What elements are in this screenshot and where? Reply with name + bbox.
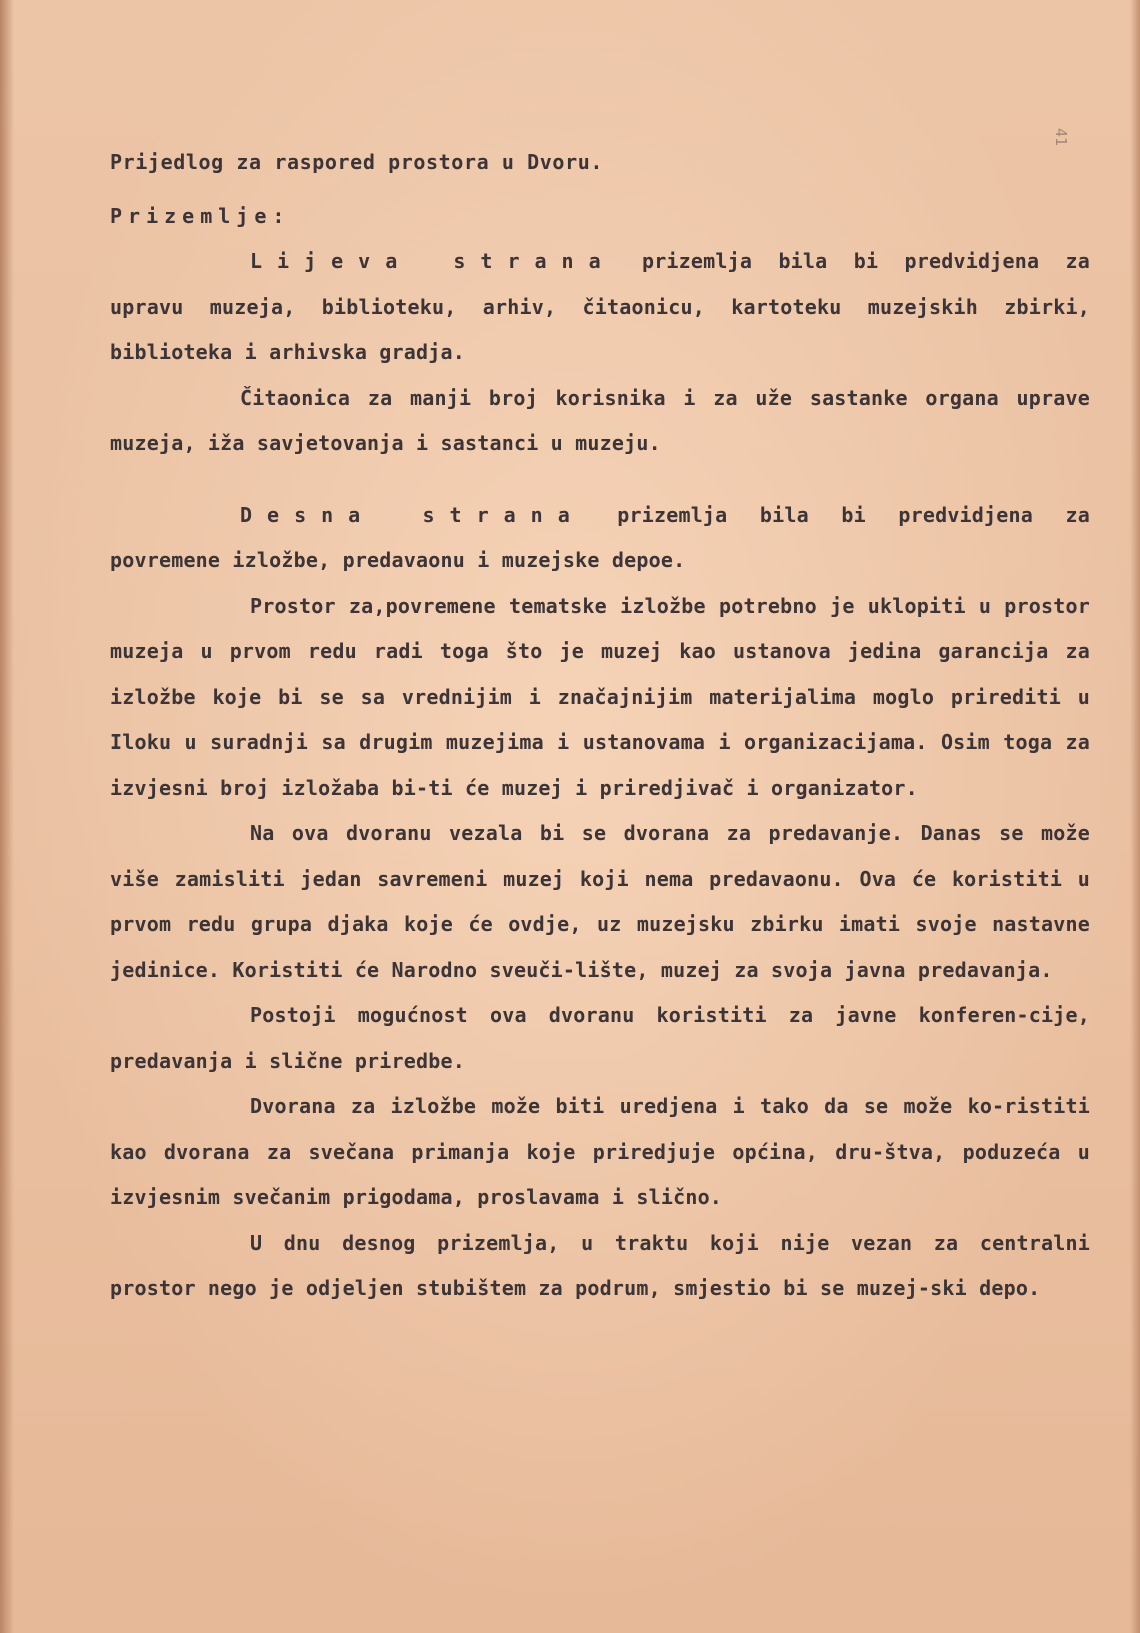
paragraph-conferences: Postoji mogućnost ova dvoranu koristiti za javne konferen-cije, predavanja i slične priredbe. [110,1003,1090,1073]
left-side-label: Lijeva strana [250,249,616,273]
document-title: Prijedlog za raspored prostora u Dvoru. [110,150,603,174]
paragraph-left-side [110,239,1090,376]
paragraph-lecture-hall: Na ova dvoranu vezala bi se dvorana za predavanje. Danas se može više zamisliti jedan savremeni muzej koji nema predavaonu. Ova će koristiti u prvom redu grupa djaka koje će ovdje, uz muzejsku zbirku imati svoje nastavne jedinice. Koristiti će Narodno sveuči-lište, muzej za svoja javna predavanja. [110,821,1090,982]
section-heading: Prizemlje: [110,203,291,228]
right-side-label: Desna strana [240,502,585,527]
paragraph-museum-depot: U dnu desnog prizemlja, u traktu koji nije vezan za centralni prostor nego je odjeljen stubištem za podrum, smjestio bi se muzej-ski depo. [110,1230,1090,1300]
paragraph-temporary-exhibitions: Prostor za,povremene tematske izložbe potrebno je uklopiti u prostor muzeja u prvom redu radi toga što je muzej kao ustanova jedina garancija za izložbe koje bi se sa vrednijim i značajnijim materijalima moglo prirediti u Iloku u suradnji sa drugim muzejima i ustanovama i organizacijama. Osim toga za izvjesni broj izložaba bi-ti će muzej i priredjivač i organizator. [110,593,1090,800]
paragraph-reading-room: Čitaonica za manji broj korisnika i za uže sastanke organa uprave muzeja, iža savjetovanja i sastanci u muzeju. [110,385,1090,455]
paragraph-right-side [110,493,1090,584]
left-side-text: prizemlja bila bi predvidjena za upravu muzeja, biblioteku, arhiv, čitaonicu, kartoteku muzejskih zbirki, biblioteka i arhivska gradja. [110,249,1090,364]
document-body [110,140,1090,1312]
paragraph-ceremonial-hall: Dvorana za izložbe može biti uredjena i tako da se može ko-ristiti kao dvorana za svečana primanja koje priredjuje općina, dru-štva, poduzeća u izvjesnim svečanim prigodama, proslavama i slično. [110,1094,1090,1209]
right-side-text: prizemlja bila bi predvidjena za povremene izložbe, predavaonu i muzejske depoe. [110,502,1090,572]
margin-note: 41 [1051,127,1070,147]
